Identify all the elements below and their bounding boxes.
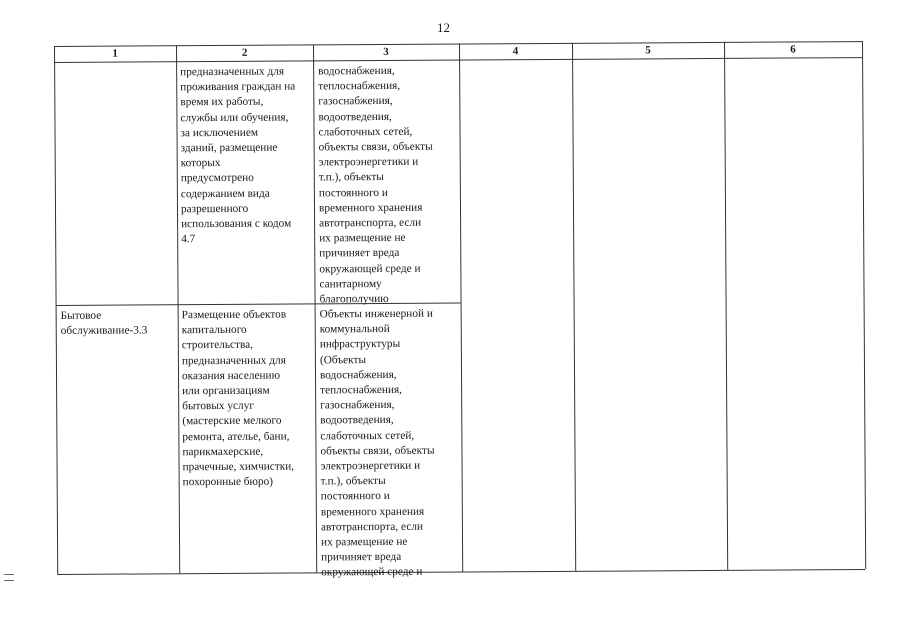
table-border-left — [54, 46, 58, 574]
margin-mark — [4, 580, 14, 581]
table-cell: водоснабжения, теплоснабжения, газоснабжения, водоотведения, слаботочных сетей, объекты связи, объекты электроэнергетики и т.п.), объекты постоянного и временного хранения автотранспорта, если их размещение не причиняет вреда окружающей среде и санитарному благополучию — [318, 64, 433, 306]
column-header: 4 — [512, 45, 519, 58]
column-divider — [313, 44, 317, 572]
document-table — [54, 41, 865, 579]
table-cell: Размещение объектов капитального строительства, предназначенных для оказания населению или организациям бытовых услуг (мастерские мелкого ремонта, ателье, бани, парикмахерские, прачечные, химчистки, похоронные бюро) — [181, 308, 295, 489]
column-header: 5 — [645, 44, 651, 57]
table-cell — [59, 65, 173, 66]
table-cell: Бытовое обслуживание-3.3 — [60, 309, 148, 338]
column-header: 1 — [112, 47, 118, 60]
column-divider — [572, 43, 576, 571]
column-divider — [724, 42, 728, 570]
table-border-right — [862, 41, 866, 569]
table-cell: Объекты инженерной и коммунальной инфраструктуры (Объекты водоснабжения, теплоснабжения, газоснабжения, водоотведения, слаботочных сетей, объекты связи, объекты электроэнергетики и т.п.), объекты постоянного и временного хранения автотранспорта, если их размещение не причиняет вреда окружающей среде и — [319, 307, 435, 579]
page-number: 12 — [437, 20, 450, 35]
column-header: 3 — [383, 45, 389, 58]
column-header: 2 — [241, 46, 248, 59]
column-header: 6 — [790, 43, 796, 56]
table-cell: предназначенных для проживания граждан на время их работы, службы или обучения, за исключением зданий, размещение которых предусмотрено содержанием вида разрешенного использования с кодом 4.7 — [180, 65, 296, 246]
margin-mark — [4, 574, 14, 575]
